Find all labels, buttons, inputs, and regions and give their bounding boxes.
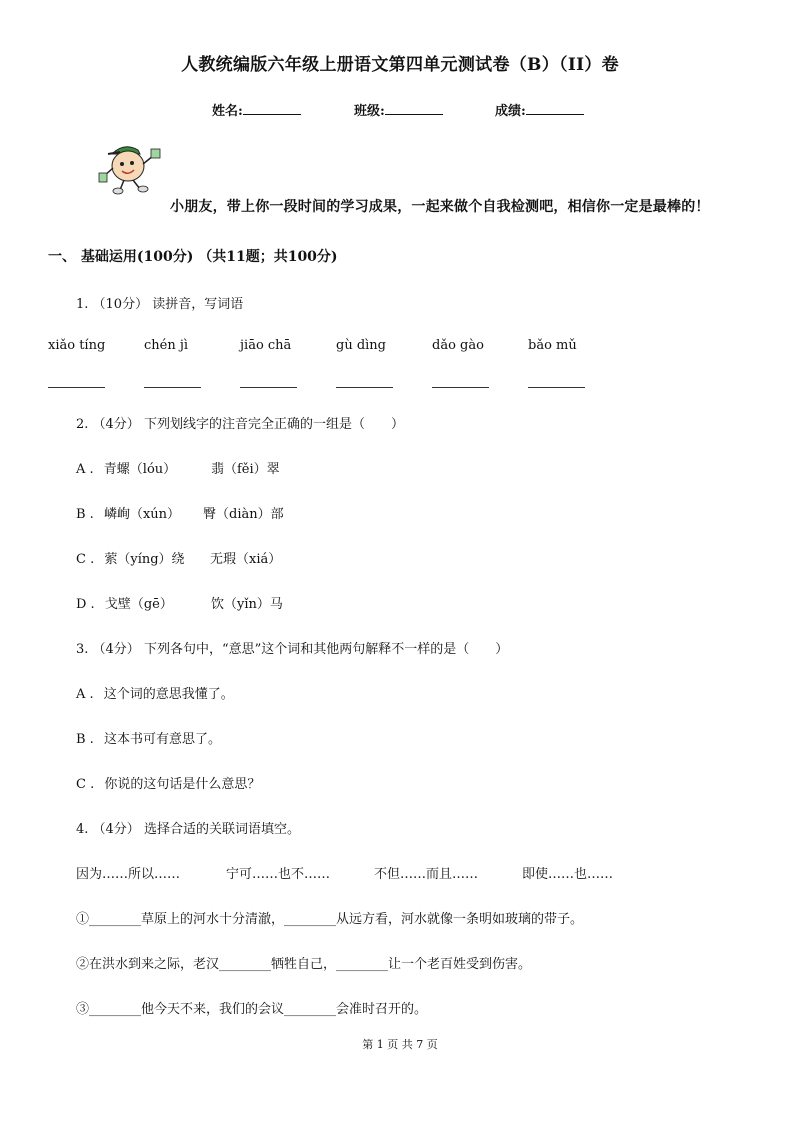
class-blank	[385, 102, 443, 115]
pinyin-1: xiǎo tíng	[48, 338, 106, 353]
option-label: C .	[76, 777, 95, 792]
question-3-stem: 3. （4分） 下列各句中，“意思”这个词和其他两句解释不一样的是（ ）	[76, 642, 509, 657]
question-1-stem: 1. （10分） 读拼音，写词语	[76, 297, 244, 312]
section-heading: 一、 基础运用(100分) （共11题；共100分)	[48, 249, 338, 265]
option-text: 你说的这句话是什么意思？	[104, 777, 261, 792]
class-label: 班级:	[354, 104, 385, 119]
conjunction-choice-4: 即使……也……	[522, 867, 614, 882]
question-4-stem: 4. （4分） 选择合适的关联词语填空。	[76, 822, 300, 837]
class-field	[354, 100, 443, 119]
score-label: 成绩:	[495, 104, 526, 119]
conjunction-choice-3: 不但……而且……	[374, 867, 479, 882]
option-text: 这个词的意思我懂了。	[103, 687, 234, 702]
name-field	[212, 100, 301, 119]
pinyin-4: gù dìng	[336, 338, 387, 353]
q2-option-d[interactable]	[76, 593, 173, 612]
option-label: C .	[76, 552, 95, 567]
option-text: 这本书可有意思了。	[103, 732, 221, 747]
answer-line-6[interactable]	[528, 387, 585, 388]
option-label: B .	[76, 507, 94, 522]
q3-option-c[interactable]	[76, 773, 260, 792]
option-label: B .	[76, 732, 94, 747]
answer-line-5[interactable]	[432, 387, 489, 388]
answer-line-3[interactable]	[240, 387, 297, 388]
q2-option-b[interactable]	[76, 503, 180, 522]
page-footer: 第 1 页 共 7 页	[362, 1038, 438, 1051]
conjunction-choice-2: 宁可……也不……	[226, 867, 331, 882]
name-blank	[243, 102, 301, 115]
option-part1: 青螺（lóu）	[103, 462, 177, 477]
option-part1: 萦（yíng）绕	[104, 552, 185, 567]
option-part1: 戈壁（gē）	[104, 597, 173, 612]
score-field	[495, 100, 584, 119]
answer-line-2[interactable]	[144, 387, 201, 388]
q2-option-a-part2: 翡（fěi）翠	[211, 462, 280, 477]
q2-option-d-part2: 饮（yǐn）马	[211, 597, 283, 612]
conjunction-choice-1: 因为……所以……	[76, 867, 181, 882]
option-label: A .	[76, 462, 94, 477]
pinyin-2: chén jì	[144, 338, 189, 353]
score-blank	[526, 102, 584, 115]
pinyin-3: jiāo chā	[240, 338, 292, 353]
fill-sentence-1: ①________草原上的河水十分清澈，________从远方看，河水就像一条明如玻璃的带子。	[76, 912, 584, 927]
fill-sentence-3: ③________他今天不来，我们的会议________会准时召开的。	[76, 1002, 428, 1017]
pinyin-6: bǎo mǔ	[528, 338, 577, 353]
greeting-text: 小朋友，带上你一段时间的学习成果，一起来做个自我检测吧，相信你一定是最棒的！	[170, 199, 710, 215]
option-label: A .	[76, 687, 94, 702]
answer-line-1[interactable]	[48, 387, 105, 388]
q2-option-c[interactable]	[76, 548, 185, 567]
q2-option-c-part2: 无瑕（xiá）	[210, 552, 282, 567]
page-title: 人教统编版六年级上册语文第四单元测试卷（B）（II）卷	[181, 55, 619, 75]
option-part1: 嶙峋（xún）	[103, 507, 181, 522]
name-label: 姓名:	[212, 104, 243, 119]
q3-option-b[interactable]	[76, 728, 221, 747]
question-2-stem: 2. （4分） 下列划线字的注音完全正确的一组是（ ）	[76, 417, 404, 432]
pinyin-5: dǎo gào	[432, 338, 484, 353]
q2-option-a[interactable]	[76, 458, 176, 477]
q2-option-b-part2: 臀（diàn）部	[203, 507, 284, 522]
q3-option-a[interactable]	[76, 683, 234, 702]
cartoon-boy-mascot-icon	[98, 140, 170, 200]
answer-line-4[interactable]	[336, 387, 393, 388]
option-label: D .	[76, 597, 95, 612]
fill-sentence-2: ②在洪水到来之际，老汉________牺牲自己，________让一个老百姓受到伤害。	[76, 957, 532, 972]
